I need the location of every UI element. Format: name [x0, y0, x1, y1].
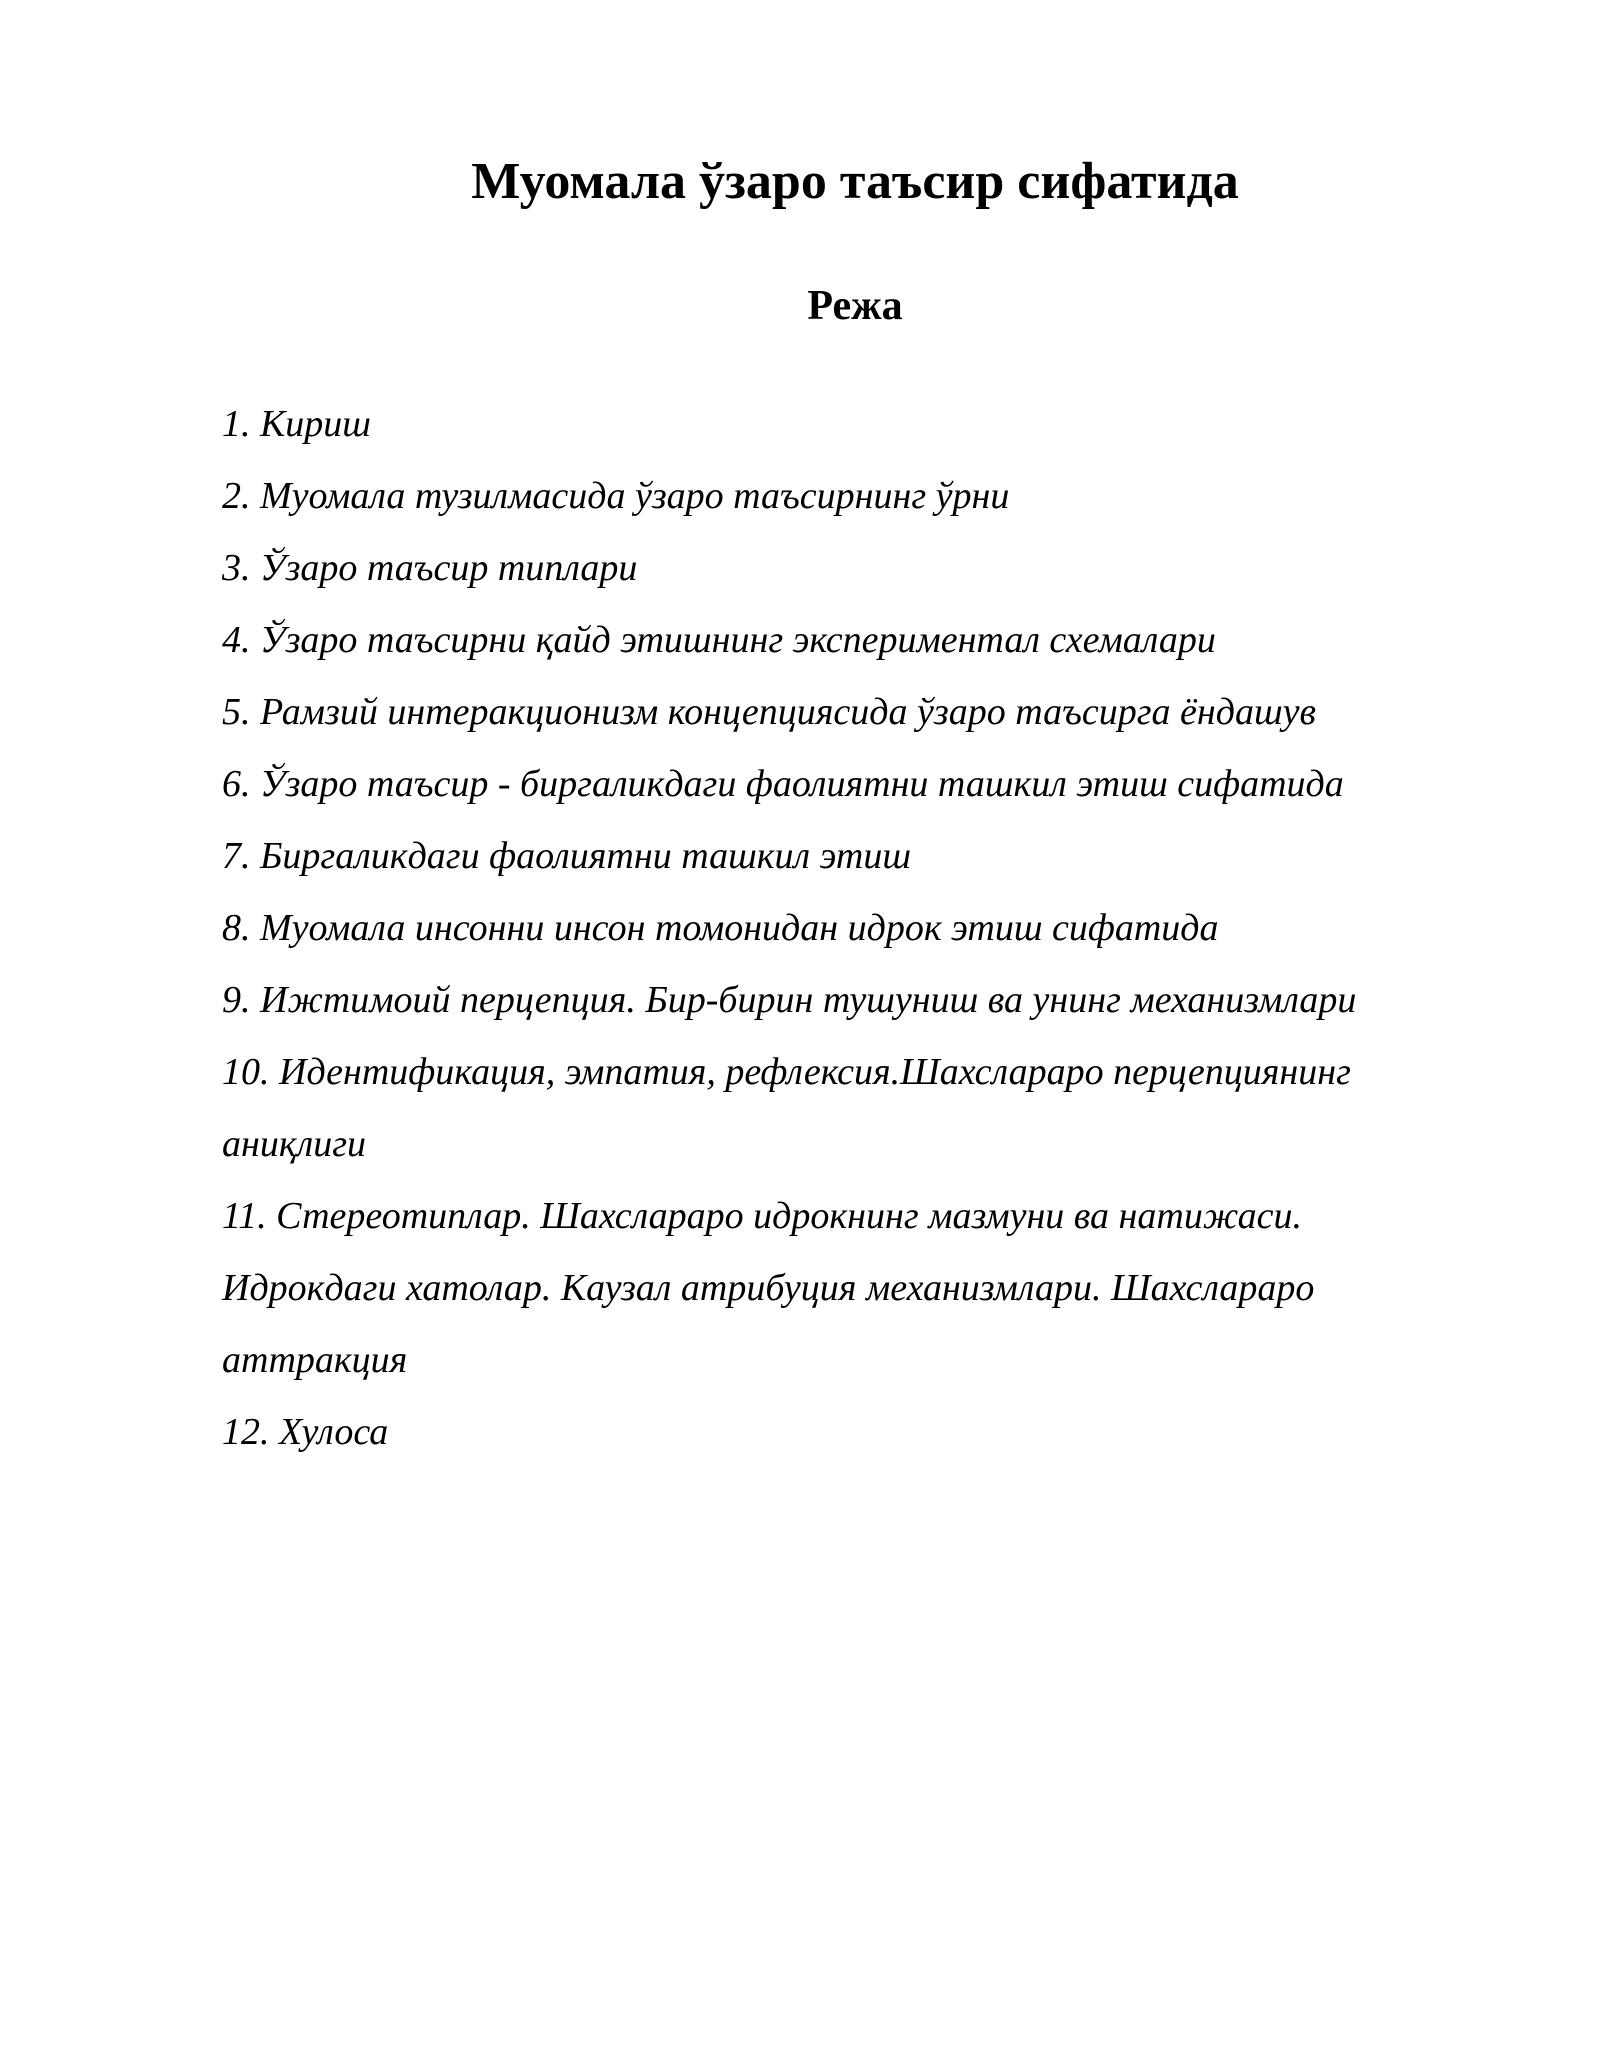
plan-item: 5. Рамзий интеракционизм концепциясида ўзаро таъсирга ёндашув — [222, 691, 1317, 733]
plan-item: 7. Биргаликдаги фаолиятни ташкил этиш — [222, 835, 912, 877]
plan-item: 12. Хулоса — [222, 1411, 389, 1453]
plan-item: 1. Кириш — [222, 403, 371, 445]
plan-item: 2. Муомала тузилмасида ўзаро таъсирнинг ўрни — [222, 475, 1010, 517]
plan-item: 6. Ўзаро таъсир - биргаликдаги фаолиятни ташкил этиш сифатида — [222, 763, 1344, 805]
plan-item: 11. Стереотиплар. Шахслараро идрокнинг мазмуни ва натижаси. Идрокдаги хатолар. Каузал атрибуция механизмлари. Шахслараро аттракция — [222, 1195, 1315, 1381]
plan-item: 8. Муомала инсонни инсон томонидан идрок этиш сифатида — [222, 907, 1219, 949]
plan-heading: Режа — [807, 283, 903, 329]
plan-list — [222, 388, 1482, 1468]
plan-item: 3. Ўзаро таъсир типлари — [222, 547, 638, 589]
plan-item: 9. Ижтимоий перцепция. Бир-бирин тушуниш ва унинг механизмлари — [222, 979, 1357, 1021]
document-title: Муомала ўзаро таъсир сифатида — [471, 153, 1239, 210]
plan-item: 10. Идентификация, эмпатия, рефлексия.Шахслараро перцепциянинг аниқлиги — [222, 1051, 1351, 1165]
plan-item: 4. Ўзаро таъсирни қайд этишнинг экспериментал схемалари — [222, 619, 1216, 661]
